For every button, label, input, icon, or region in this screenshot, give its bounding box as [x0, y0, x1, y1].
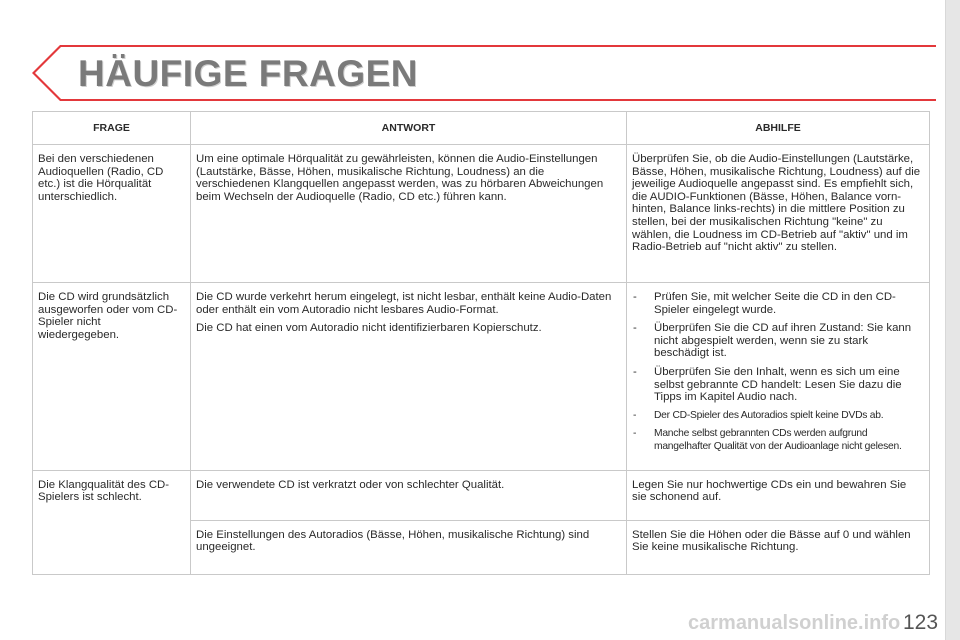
question-text: Die CD wird grundsätzlich ausgeworfen oder vom CD-Spieler nicht wiedergegeben.: [38, 291, 178, 341]
answer-cell: [191, 520, 627, 574]
remedy-cell: [627, 145, 930, 283]
answer-text: Um eine optimale Hörqualität zu gewährleisten, können die Audio-Einstellungen (Lautstärke, Bässe, Höhen, musikalische Richtung, Loudness) an die verschiedenen Klangquellen angepasst werden, was zu hörbaren Abweichungen beim Wechseln der Audioquelle (Radio, CD etc.) führen kann.: [196, 153, 604, 203]
remedy-list-item: - Manche selbst gebrannten CDs werden aufgrund mangelhafter Qualität von der Audioanlage nicht gelesen.: [632, 428, 923, 453]
question-cell: [33, 470, 191, 574]
page-title: HÄUFIGE FRAGEN: [78, 53, 418, 94]
table-row: [33, 283, 930, 471]
remedy-cell: [627, 470, 930, 520]
page-edge-bar: [945, 0, 960, 640]
faq-table: [32, 111, 930, 575]
answer-text: Die CD wurde verkehrt herum eingelegt, ist nicht lesbar, enthält keine Audio-Daten oder enthält ein vom Autoradio nicht lesbares Audio-Format.: [196, 291, 612, 316]
watermark: carmanualsonline.info: [688, 612, 901, 634]
remedy-cell: [627, 283, 930, 471]
question-cell: [33, 145, 191, 283]
remedy-list-item: - Überprüfen Sie die CD auf ihren Zustand: Sie kann nicht abgespielt werden, wenn sie zu stark beschädigt ist.: [632, 322, 923, 360]
remedy-text: Legen Sie nur hochwertige CDs ein und bewahren Sie sie schonend auf.: [632, 478, 907, 504]
remedy-text: Überprüfen Sie, ob die Audio-Einstellungen (Lautstärke, Bässe, Höhen, musikalische Richtung, Loudness) auf die jeweilige Audioquelle angepasst sind. Es empfiehlt sich, die AUDIO-Funktionen (Bässe, Höhen, Balance vorn-hinten, Balance links-rechts) in die mittlere Position zu stellen, bei der musikalischen Richtung "keine" zu wählen, die Loudness im CD-Betrieb auf "aktiv" und im Radio-Betrieb auf "nicht aktiv" zu stellen.: [632, 153, 921, 254]
column-header-frage: FRAGE: [33, 112, 191, 145]
answer-text: Die Einstellungen des Autoradios (Bässe, Höhen, musikalische Richtung) sind ungeeignet.: [196, 528, 590, 554]
remedy-list-item: - Überprüfen Sie den Inhalt, wenn es sich um eine selbst gebrannte CD handelt: Lesen Sie dazu die Tipps im Kapitel Audio nach.: [632, 366, 923, 404]
column-header-abhilfe: ABHILFE: [627, 112, 930, 145]
question-text: Die Klangqualität des CD-Spielers ist schlecht.: [38, 478, 170, 504]
table-header-row: [33, 112, 930, 145]
table-row: [33, 145, 930, 283]
table-row: [33, 470, 930, 520]
question-text: Bei den verschiedenen Audioquellen (Radio, CD etc.) ist die Hörqualität unterschiedlich.: [38, 153, 164, 203]
answer-cell: [191, 470, 627, 520]
remedy-text: Stellen Sie die Höhen oder die Bässe auf 0 und wählen Sie keine musikalische Richtung.: [632, 528, 911, 554]
column-header-antwort: ANTWORT: [191, 112, 627, 145]
remedy-list-item: - Der CD-Spieler des Autoradios spielt keine DVDs ab.: [632, 410, 923, 423]
remedy-cell: [627, 520, 930, 574]
remedy-list: [632, 291, 923, 454]
page-number: 123: [903, 611, 939, 634]
remedy-list-item: - Prüfen Sie, mit welcher Seite die CD in den CD-Spieler eingelegt wurde.: [632, 291, 923, 316]
answer-text: Die verwendete CD ist verkratzt oder von schlechter Qualität.: [196, 478, 505, 491]
answer-cell: [191, 283, 627, 471]
question-cell: [33, 283, 191, 471]
answer-cell: [191, 145, 627, 283]
answer-text: Die CD hat einen vom Autoradio nicht identifizierbaren Kopierschutz.: [196, 322, 542, 335]
